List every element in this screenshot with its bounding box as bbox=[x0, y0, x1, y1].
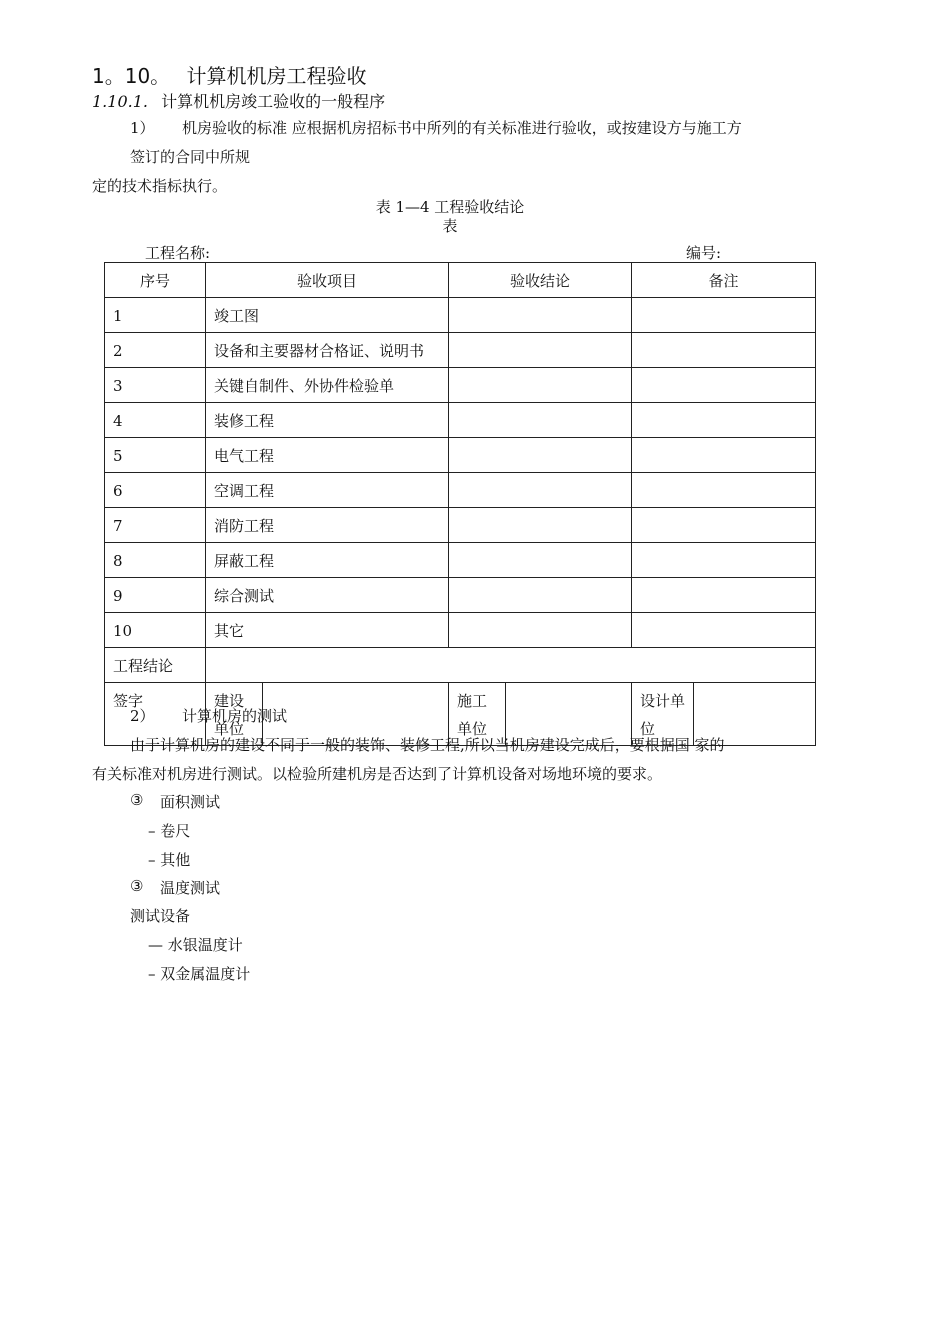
header-conclusion: 验收结论 bbox=[449, 263, 632, 298]
temp-tool-item: — 水银温度计 bbox=[148, 936, 243, 954]
designer-label: 设计单位 bbox=[632, 683, 694, 746]
table-caption: 表 1—4 工程验收结论 bbox=[375, 198, 525, 216]
row-item: 竣工图 bbox=[206, 298, 449, 333]
row-remark bbox=[632, 508, 816, 543]
row-item: 空调工程 bbox=[206, 473, 449, 508]
table-row bbox=[105, 508, 816, 543]
row-conclusion bbox=[449, 438, 632, 473]
project-name-label: 工程名称: bbox=[145, 244, 211, 262]
conclusion-value bbox=[206, 648, 816, 683]
row-remark bbox=[632, 473, 816, 508]
builder-label: 建设单位 bbox=[206, 683, 263, 746]
row-no: 3 bbox=[105, 368, 206, 403]
item1-label: 1） bbox=[130, 119, 155, 137]
row-remark bbox=[632, 368, 816, 403]
temp-tool-item: – 双金属温度计 bbox=[148, 965, 251, 983]
row-conclusion bbox=[449, 473, 632, 508]
temp-equipment-label: 测试设备 bbox=[130, 907, 191, 925]
subsection-title: 计算机机房竣工验收的一般程序 bbox=[161, 92, 386, 111]
table-row bbox=[105, 438, 816, 473]
temp-test-title: 温度测试 bbox=[160, 879, 221, 897]
item2-title: 计算机房的测试 bbox=[182, 707, 288, 725]
row-conclusion bbox=[449, 578, 632, 613]
table-row bbox=[105, 403, 816, 438]
row-no: 7 bbox=[105, 508, 206, 543]
row-conclusion bbox=[449, 333, 632, 368]
table-header-row bbox=[105, 263, 816, 298]
area-test-title: 面积测试 bbox=[160, 793, 221, 811]
row-conclusion bbox=[449, 613, 632, 648]
signature-label: 签字 bbox=[105, 683, 206, 746]
row-remark bbox=[632, 438, 816, 473]
row-conclusion bbox=[449, 508, 632, 543]
item1-line2: 签订的合同中所规 bbox=[130, 148, 251, 166]
table-row bbox=[105, 613, 816, 648]
item1-line3: 定的技术指标执行。 bbox=[92, 177, 228, 195]
row-no: 9 bbox=[105, 578, 206, 613]
section-number: 1。10。 bbox=[92, 64, 171, 88]
item2-para-line2: 有关标准对机房进行测试。以检验所建机房是否达到了计算机设备对场地环境的要求。 bbox=[92, 765, 663, 783]
header-remark: 备注 bbox=[632, 263, 816, 298]
row-item: 综合测试 bbox=[206, 578, 449, 613]
table-caption-suffix: 表 bbox=[442, 217, 458, 235]
acceptance-table bbox=[104, 262, 816, 746]
temp-test-marker: ③ bbox=[130, 877, 144, 895]
header-item: 验收项目 bbox=[206, 263, 449, 298]
row-no: 4 bbox=[105, 403, 206, 438]
area-tool-item: – 其他 bbox=[148, 851, 191, 869]
table-row bbox=[105, 368, 816, 403]
row-conclusion bbox=[449, 403, 632, 438]
row-no: 6 bbox=[105, 473, 206, 508]
subsection-heading bbox=[92, 89, 385, 112]
subsection-number: 1.10.1. bbox=[92, 92, 148, 111]
table-row bbox=[105, 578, 816, 613]
row-conclusion bbox=[449, 368, 632, 403]
table-row bbox=[105, 543, 816, 578]
row-remark bbox=[632, 578, 816, 613]
row-remark bbox=[632, 298, 816, 333]
area-test-marker: ③ bbox=[130, 791, 144, 809]
row-no: 5 bbox=[105, 438, 206, 473]
row-no: 1 bbox=[105, 298, 206, 333]
row-remark bbox=[632, 403, 816, 438]
area-tool-item: – 卷尺 bbox=[148, 822, 191, 840]
conclusion-label: 工程结论 bbox=[105, 648, 206, 683]
table-row bbox=[105, 298, 816, 333]
row-conclusion bbox=[449, 298, 632, 333]
constructor-label: 施工单位 bbox=[449, 683, 506, 746]
row-item: 消防工程 bbox=[206, 508, 449, 543]
row-item: 其它 bbox=[206, 613, 449, 648]
row-remark bbox=[632, 613, 816, 648]
row-remark bbox=[632, 543, 816, 578]
table-row bbox=[105, 333, 816, 368]
row-item: 屏蔽工程 bbox=[206, 543, 449, 578]
item1-line1: 机房验收的标准 应根据机房招标书中所列的有关标准进行验收，或按建设方与施工方 bbox=[182, 119, 742, 137]
row-item: 设备和主要器材合格证、说明书 bbox=[206, 333, 449, 368]
section-heading bbox=[92, 60, 367, 89]
section-title: 计算机机房工程验收 bbox=[186, 64, 367, 88]
header-no: 序号 bbox=[105, 263, 206, 298]
row-item: 关键自制件、外协件检验单 bbox=[206, 368, 449, 403]
row-remark bbox=[632, 333, 816, 368]
row-item: 电气工程 bbox=[206, 438, 449, 473]
table-row bbox=[105, 473, 816, 508]
row-no: 10 bbox=[105, 613, 206, 648]
item2-para-line1: 由于计算机房的建设不同于一般的装饰、装修工程,所以当机房建设完成后，要根据国 家的 bbox=[130, 736, 725, 754]
row-item: 装修工程 bbox=[206, 403, 449, 438]
row-no: 2 bbox=[105, 333, 206, 368]
row-conclusion bbox=[449, 543, 632, 578]
conclusion-row bbox=[105, 648, 816, 683]
number-label: 编号: bbox=[686, 244, 722, 262]
item2-label: 2） bbox=[130, 707, 155, 725]
row-no: 8 bbox=[105, 543, 206, 578]
